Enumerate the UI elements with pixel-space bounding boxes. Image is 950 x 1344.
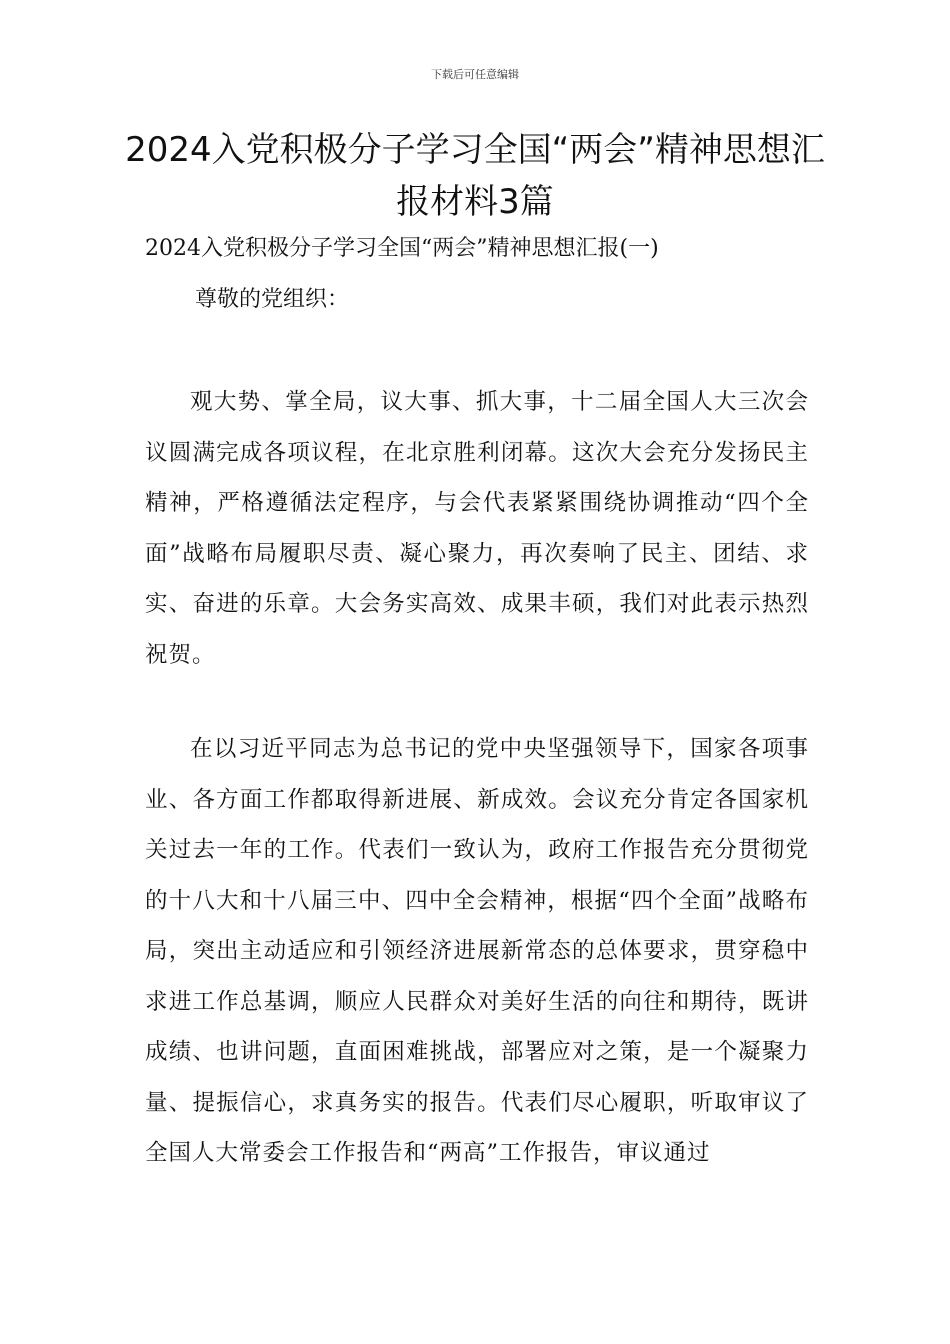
body-paragraph-2: 在以习近平同志为总书记的党中央坚强领导下，国家各项事业、各方面工作都取得新进展、新成效。会议充分肯定各国家机关过去一年的工作。代表们一致认为，政府工作报告充分贯彻党的十八大和十八届三中、四中全会精神，根据“四个全面”战略布局，突出主动适应和引领经济进展新常态的总体要求，贯穿稳中求进工作总基调，顺应人民群众对美好生活的向往和期待，既讲成绩、也讲问题，直面困难挑战，部署应对之策，是一个凝聚力量、提振信心，求真务实的报告。代表们尽心履职，听取审议了全国人大常委会工作报告和“两高”工作报告，审议通过: [145, 736, 809, 1166]
header-note: 下载后可任意编辑: [431, 68, 519, 81]
document-title: 2024入党积极分子学习全国“两会”精神思想汇报材料3篇: [125, 130, 825, 222]
section-subtitle: 2024入党积极分子学习全国“两会”精神思想汇报(一): [145, 236, 659, 261]
salutation: 尊敬的党组织：: [195, 287, 350, 312]
body-paragraph-1: 观大势、掌全局，议大事、抓大事，十二届全国人大三次会议圆满完成各项议程，在北京胜利闭幕。这次大会充分发扬民主精神，严格遵循法定程序，与会代表紧紧围绕协调推动“四个全面”战略布局履职尽责、凝心聚力，再次奏响了民主、团结、求实、奋进的乐章。大会务实高效、成果丰硕，我们对此表示热烈祝贺。: [145, 389, 809, 668]
